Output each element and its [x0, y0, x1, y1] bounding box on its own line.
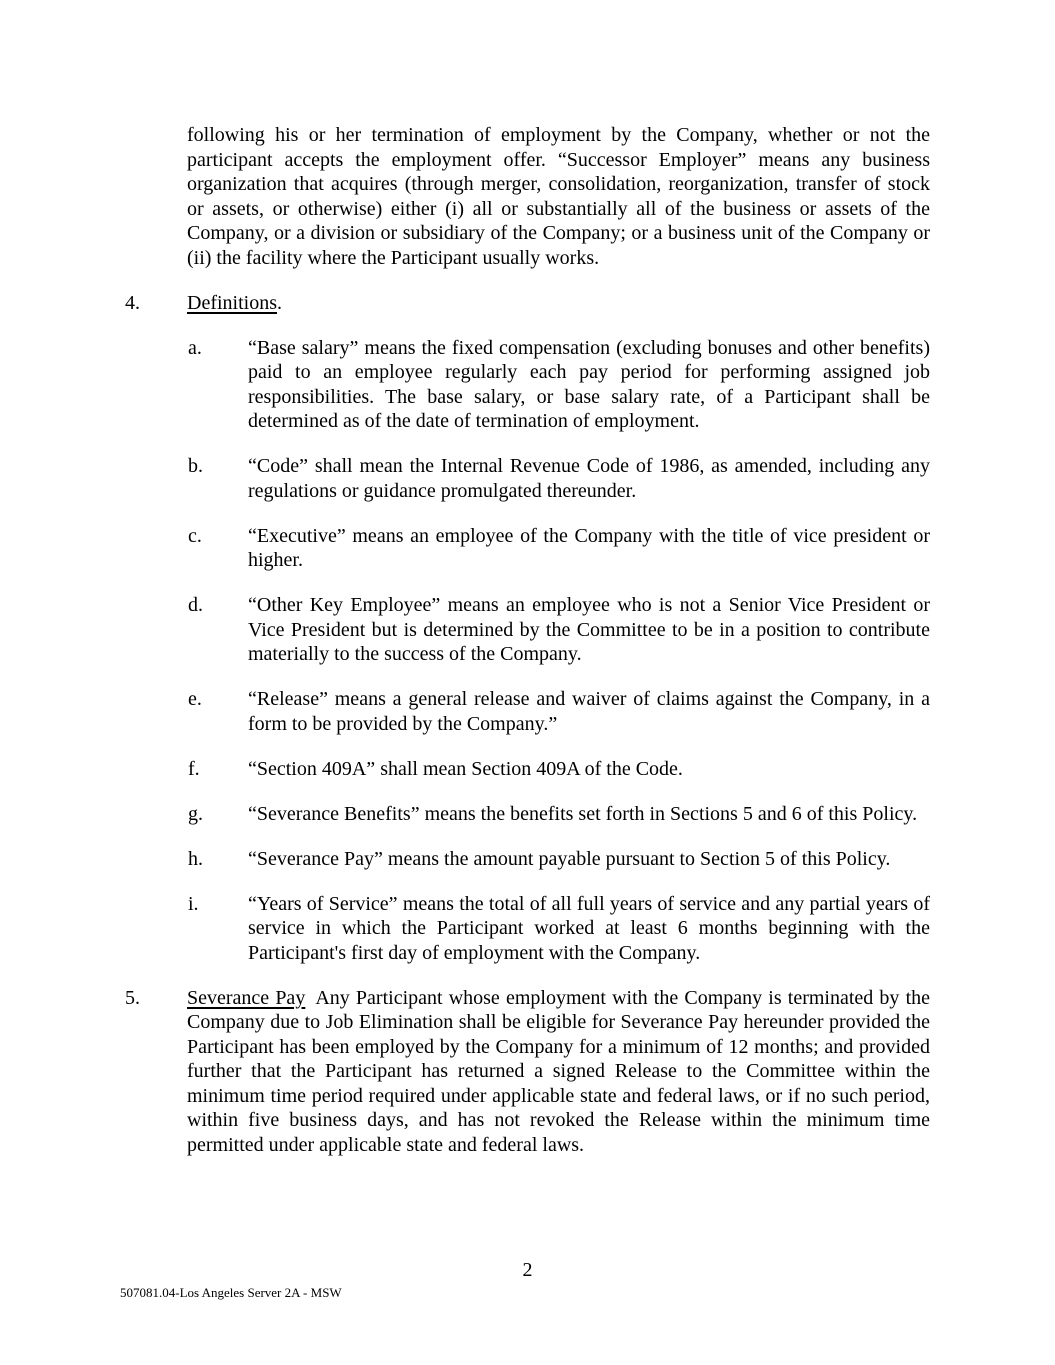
definition-letter-g: g. [188, 802, 203, 825]
section-5-number: 5. [125, 986, 140, 1009]
section-4-heading: Definitions [187, 291, 277, 314]
continuation-paragraph: following his or her termination of employment by the Company, whether or not the participant accepts the employment offer. “Successor Employer” means any business organization that acquires (through merger, consolidation, reorganization, transfer of stock or assets, or otherwise) either (i) all or substantially all of the business or assets of the Company, or a division or subsidiary of the Company; or a business unit of the Company or (ii) the facility where the Participant usually works. [187, 124, 930, 269]
definition-letter-i: i. [188, 892, 199, 915]
footer-doc-id: 507081.04-Los Angeles Server 2A - MSW [120, 1285, 342, 1300]
definition-letter-a: a. [188, 336, 202, 359]
definition-letter-d: d. [188, 594, 203, 616]
definition-item-d [187, 593, 930, 667]
definition-text-c: “Executive” means an employee of the Company with the title of vice president or higher. [248, 524, 930, 571]
definition-text-f: “Section 409A” shall mean Section 409A of the Code. [248, 757, 683, 780]
definition-letter-b: b. [188, 455, 203, 477]
definition-item-h [187, 847, 930, 872]
section-5-body: Any Participant whose employment with the Company is terminated by the Company due to Job Elimination shall be eligible for Severance Pay hereunder provided the Participant has been employed by the Company for a minimum of 12 months; and provided further that the Participant has returned a signed Release to the Committee within the minimum time period required under applicable state and federal laws, or if no such period, within five business days, and has not revoked the Release within the minimum time permitted under applicable state and federal laws. [187, 986, 930, 1156]
definition-letter-h: h. [188, 847, 203, 870]
definition-text-g: “Severance Benefits” means the benefits set forth in Sections 5 and 6 of this Policy. [248, 802, 918, 825]
definition-item-e [187, 687, 930, 736]
definition-text-b: “Code” shall mean the Internal Revenue Code of 1986, as amended, including any regulations or guidance promulgated thereunder. [248, 455, 930, 502]
section-4-number: 4. [125, 291, 140, 314]
definition-text-i: “Years of Service” means the total of all full years of service and any partial years of service in which the Participant worked at least 6 months beginning with the Participant's first day of employment with the Company. [248, 892, 930, 964]
definition-item-g [187, 802, 930, 827]
definition-item-f [187, 757, 930, 782]
definition-text-a: “Base salary” means the fixed compensation (excluding bonuses and other benefits) paid to an employee regularly each pay period for performing assigned job responsibilities. The base salary, or base salary rate, of a Participant shall be determined as of the date of termination of employment. [248, 336, 930, 432]
page-number: 2 [522, 1259, 533, 1281]
definition-text-h: “Severance Pay” means the amount payable pursuant to Section 5 of this Policy. [248, 847, 891, 870]
definition-text-e: “Release” means a general release and waiver of claims against the Company, in a form to be provided by the Company.” [248, 688, 930, 735]
definition-item-a [187, 336, 930, 434]
definition-letter-e: e. [188, 688, 202, 710]
definition-letter-c: c. [188, 524, 202, 547]
section-4-heading-row [125, 291, 930, 316]
definition-item-b [187, 454, 930, 503]
section-5-paragraph [125, 986, 930, 1158]
document-body [125, 123, 930, 1157]
definition-letter-f: f. [188, 757, 200, 780]
definition-item-i [187, 892, 930, 966]
definition-item-c [187, 524, 930, 573]
section-4-heading-suffix: . [277, 291, 282, 314]
section-5-heading: Severance Pay [187, 986, 306, 1009]
definition-text-d: “Other Key Employee” means an employee who is not a Senior Vice President or Vice President but is determined by the Committee to be in a position to contribute materially to the success of the Company. [248, 594, 930, 665]
